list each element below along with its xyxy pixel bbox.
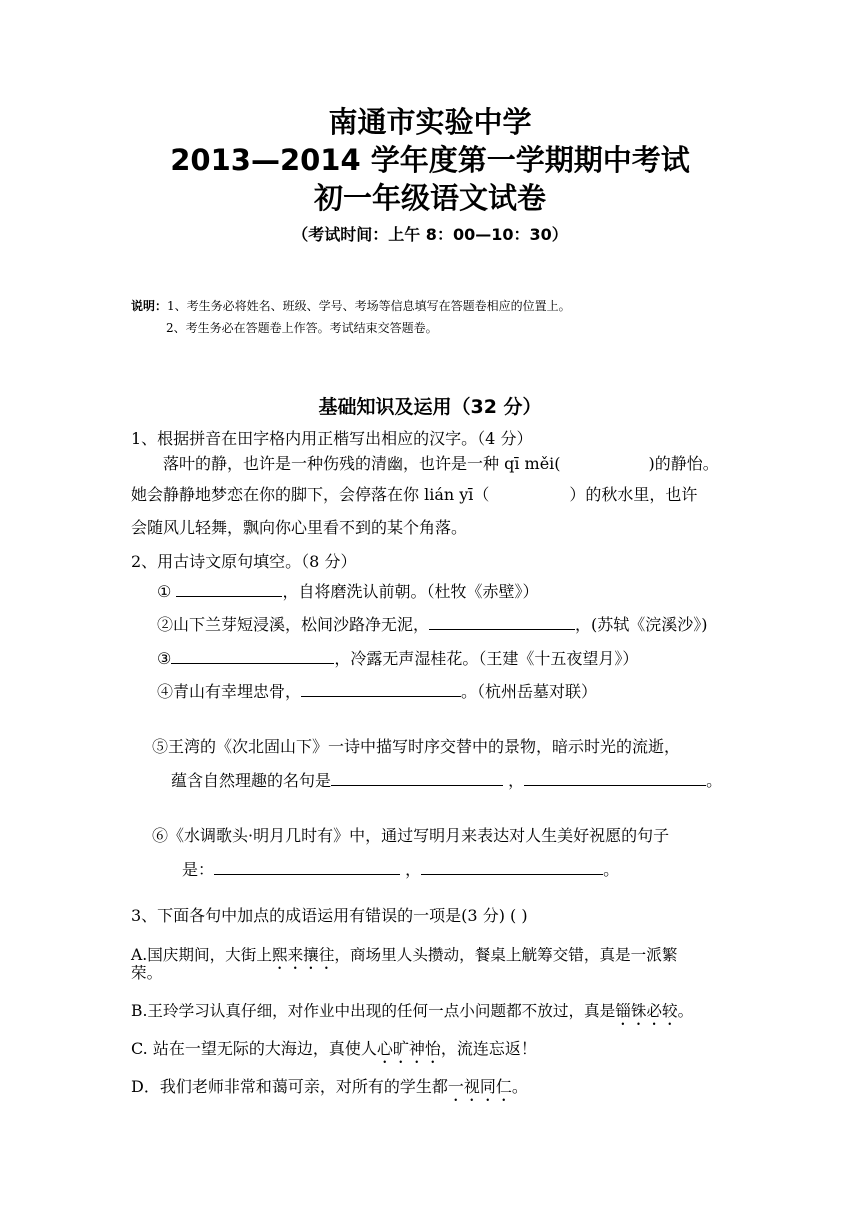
paper-subject: 初一年级语文试卷 [313,181,546,215]
q2-item-2-prefix: ②山下兰芽短浸溪，松间沙路净无泥， [157,615,430,634]
q2-item-3-suffix: ，冷露无声湿桂花。（王建《十五夜望月》） [334,649,639,668]
q2-item-5-line-2 [171,769,722,792]
note-item-1: 1、考生务必将姓名、班级、学号、考场等信息填写在答题卷相应的位置上。 [167,299,571,313]
q3-option-c-prefix: C. 站在一望无际的大海边，真使人 [131,1039,377,1058]
q2-blank-3[interactable] [171,647,334,664]
q2-blank-4[interactable] [301,680,461,697]
q3-option-a-prefix: A.国庆期间，大街上 [131,946,272,964]
note-label: 说明： [131,299,168,313]
q2-item-1-suffix: ，自将磨洗认前朝。（杜牧《赤壁》） [282,582,539,601]
q2-item-5-separator: ， [503,771,525,790]
q3-stem: 3、下面各句中加点的成语运用有错误的一项是(3 分) ( ) [131,906,528,925]
q1-stem: 1、根据拼音在田字格内用正楷写出相应的汉字。（4 分） [131,429,533,448]
q2-item-3 [157,647,638,670]
q2-item-3-prefix: ③ [157,649,172,668]
section-title: 基础知识及运用（32 分） [318,396,542,418]
q2-item-2 [157,613,708,636]
q3-option-d [131,1076,528,1105]
q3-option-a-line-2: 荣。 [131,964,163,982]
q2-blank-2[interactable] [429,613,575,630]
note-line-2: 2、考生务必在答题卷上作答。考试结束交答题卷。 [166,321,438,335]
q3-option-b-suffix: 。 [677,1002,694,1020]
school-name: 南通市实验中学 [328,105,532,139]
q2-blank-6a[interactable] [214,858,400,875]
q2-stem: 2、用古诗文原句填空。（8 分） [131,552,357,571]
q3-option-c-suffix: ，流连忘返！ [440,1039,537,1058]
q2-blank-5b[interactable] [524,769,706,786]
q2-item-5-suffix: 。 [706,771,723,790]
note-line-1 [131,298,571,314]
q3-option-c-idiom: 心旷神怡 [376,1039,441,1058]
q3-option-a-idiom: 熙来攘往 [271,946,335,964]
q2-blank-1[interactable] [176,580,282,597]
q2-item-6-line-2 [182,858,619,881]
q1-line-3: 会随风儿轻舞，飘向你心里看不到的某个角落。 [131,518,468,537]
q3-option-d-prefix: D．我们老师非常和蔼可亲，对所有的学生都 [131,1077,448,1096]
exam-title: 2013—2014 学年度第一学期期中考试 [170,143,690,177]
q2-item-1-prefix: ① [157,582,177,601]
q3-option-b-idiom: 锱铢必较 [615,1002,678,1020]
q2-item-6-prefix: 是： [182,860,215,879]
q3-option-a [131,944,677,973]
q2-item-4-suffix: 。（杭州岳墓对联） [461,682,598,701]
q1-line-1-a: 落叶的静，也许是一种伤残的清幽，也许是一种 qī měi( [163,454,561,473]
q1-line-2-a: 她会静静地梦恋在你的脚下，会停落在你 lián yī（ [131,485,490,504]
q2-item-6-separator: ， [400,860,422,879]
q2-item-6-line-1: ⑥《水调歌头·明月几时有》中，通过写明月来表达对人生美好祝愿的句子 [152,826,670,845]
q3-option-d-suffix: 。 [511,1077,528,1096]
q2-item-4 [157,680,597,703]
q1-line-1-b: )的静怡。 [648,454,719,473]
q3-option-b-prefix: B.王玲学习认真仔细，对作业中出现的任何一点小问题都不放过，真是 [131,1002,616,1020]
q2-blank-6b[interactable] [421,858,603,875]
q1-line-1 [163,453,719,475]
q2-blank-5a[interactable] [331,769,503,786]
q2-item-5-prefix: 蕴含自然理趣的名句是 [171,771,332,790]
q2-item-4-prefix: ④青山有幸埋忠骨， [157,682,302,701]
q3-option-b [131,1000,693,1029]
q1-line-2-b: ）的秋水里，也许 [569,485,698,504]
exam-time: （考试时间：上午 8：00—10：30） [292,225,568,244]
q2-item-1 [157,580,538,603]
q2-item-5-line-1: ⑤王湾的《次北固山下》一诗中描写时序交替中的景物，暗示时光的流逝， [152,737,681,756]
q2-item-6-suffix: 。 [603,860,620,879]
q3-option-c [131,1038,537,1067]
q2-item-2-suffix: ，(苏轼《浣溪沙》) [575,615,708,634]
q3-option-a-suffix: ，商场里人头攒动，餐桌上觥筹交错，真是一派繁 [334,946,678,964]
q3-option-d-idiom: 一视同仁 [447,1077,512,1096]
q1-line-2 [131,484,697,506]
